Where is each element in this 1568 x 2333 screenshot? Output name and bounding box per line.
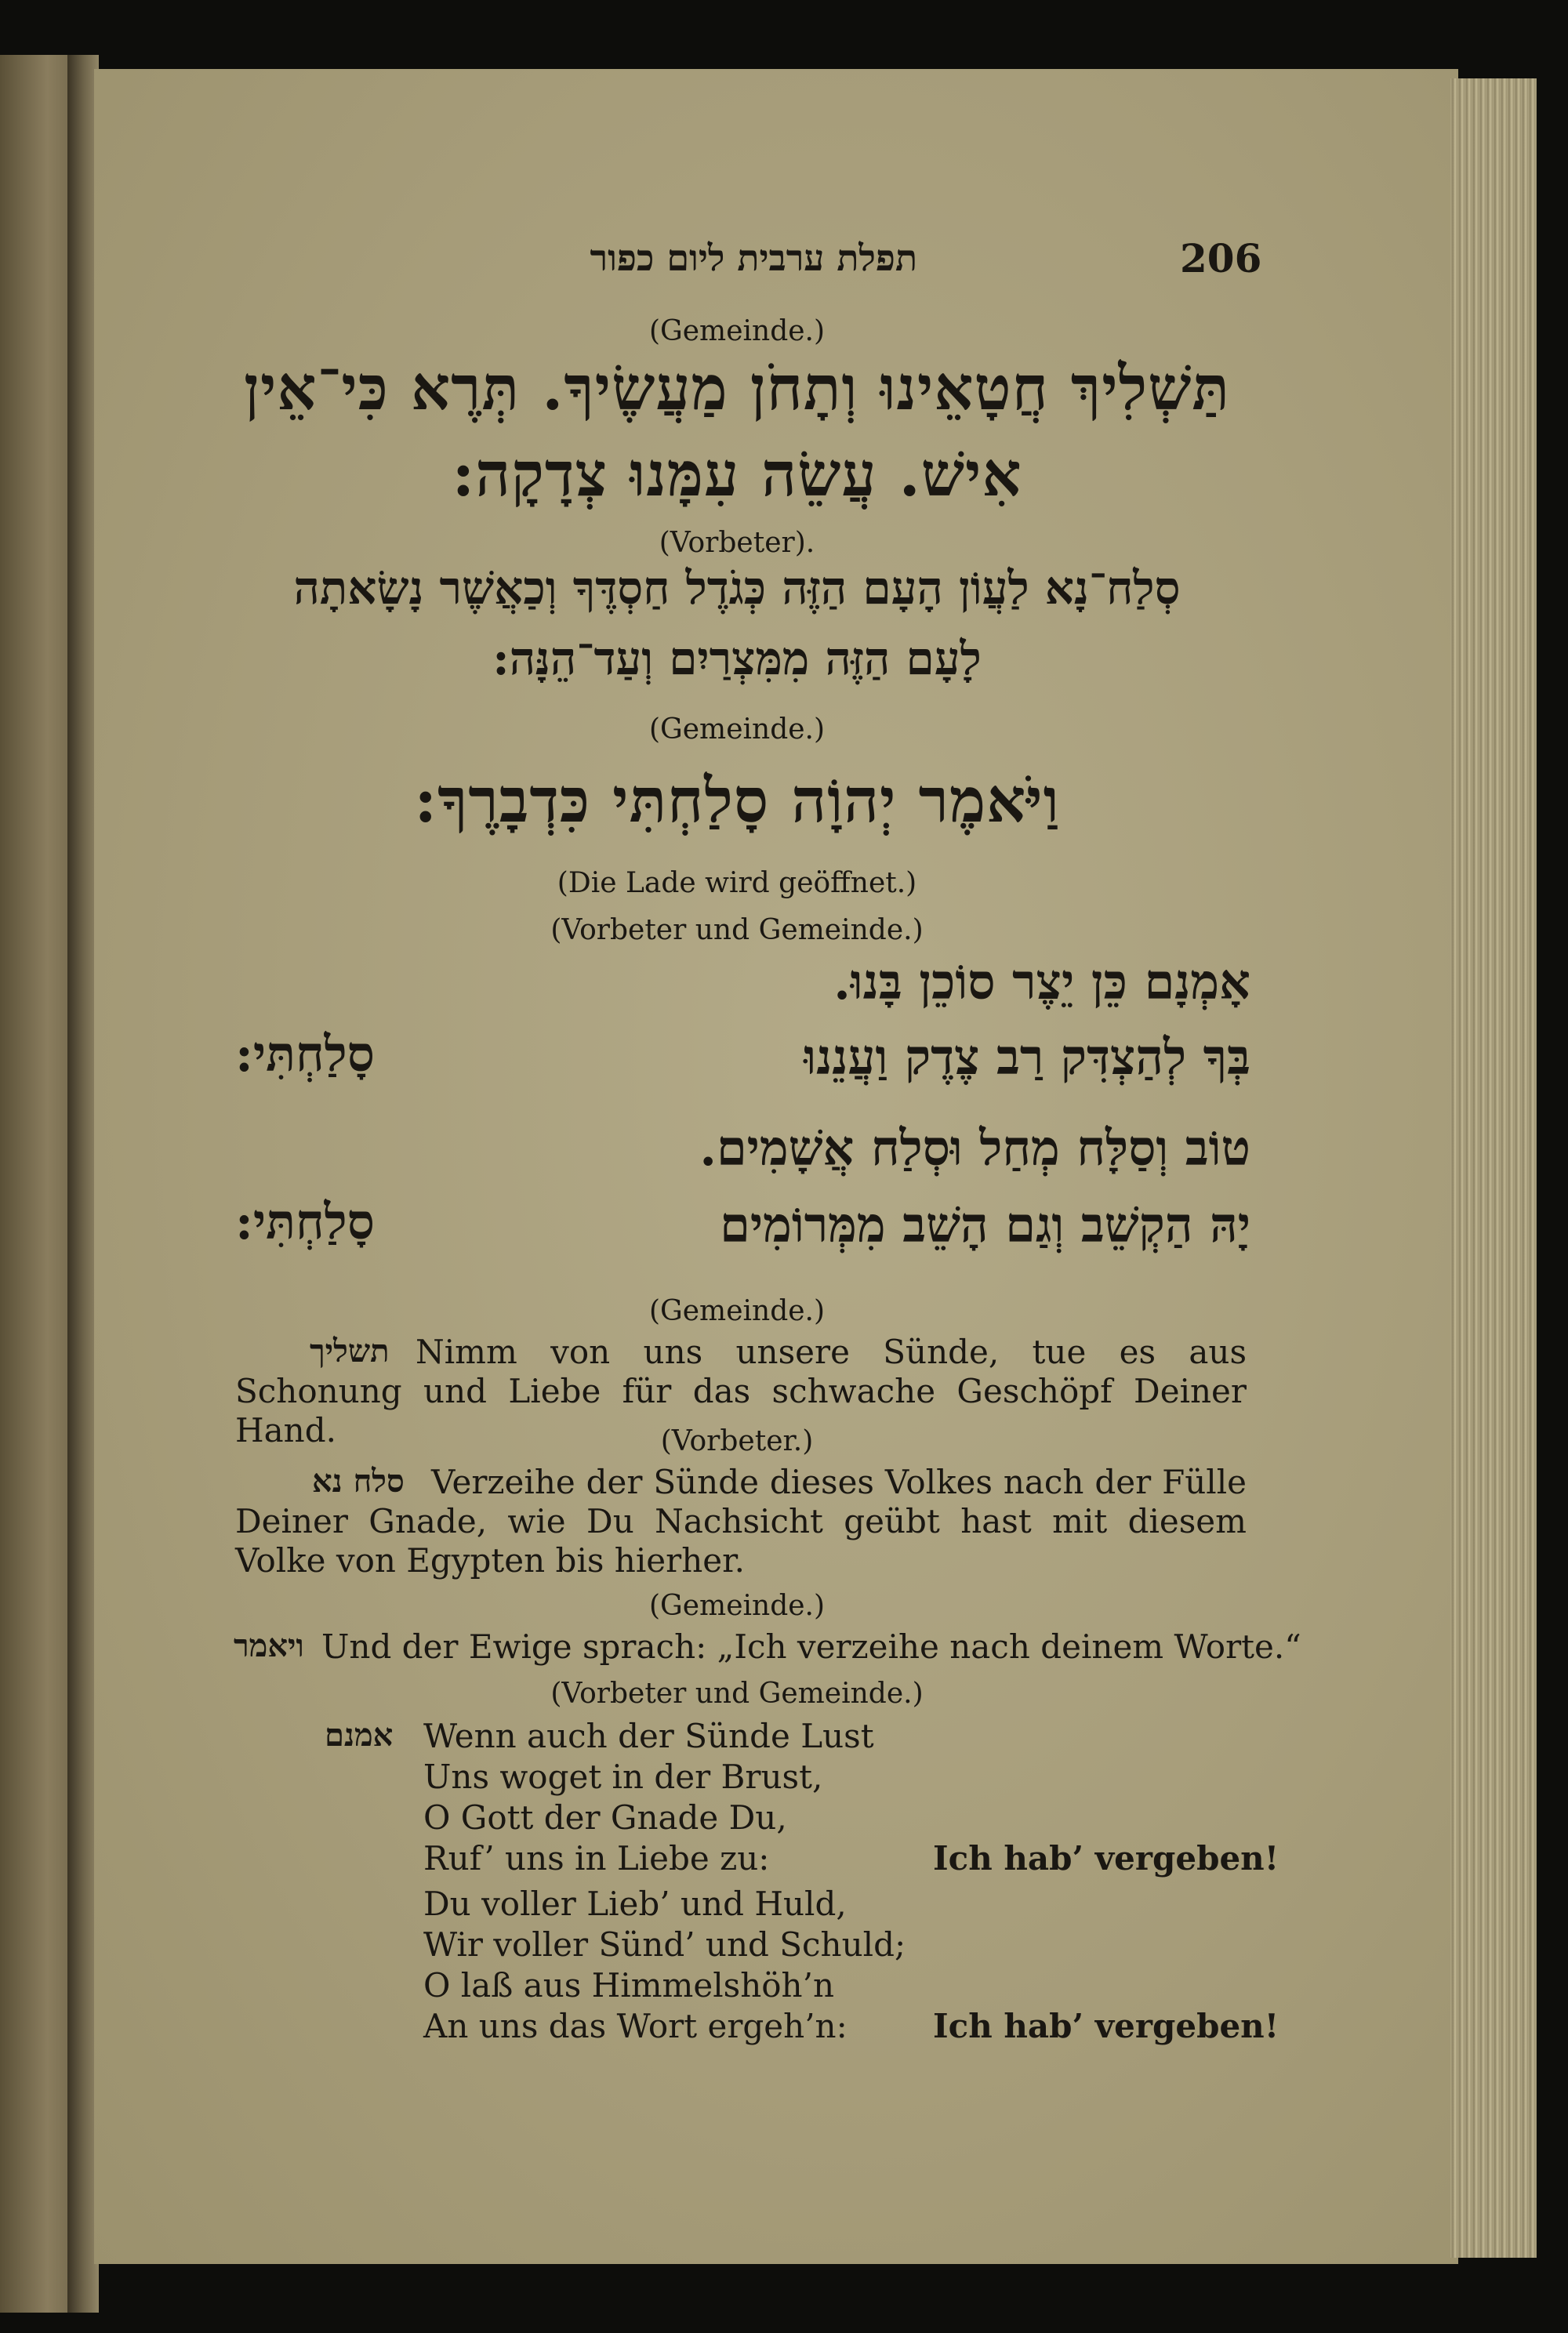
label-gemeinde: (Gemeinde.) (648, 1295, 826, 1327)
omnam-line-3: טוֹב וְסַלָּח מְחַל וּסְלַח אֲשָׁמִים. (699, 1119, 1250, 1177)
page-stack-edge (1450, 78, 1537, 2258)
translation-vayomer: Und der Ewige sprach: „Ich verzeihe nach deinem Worte.“ (321, 1627, 1301, 1666)
page-number: 206 (1180, 235, 1262, 281)
label-vorbeter-und-gemeinde: (Vorbeter und Gemeinde.) (550, 914, 924, 946)
hebrew-tag-tashlich: תשליך (310, 1333, 390, 1370)
hebrew-tag-vayomer: ויאמר (234, 1627, 304, 1664)
poem-line: Wir voller Sünd’ und Schuld; (423, 1925, 906, 1964)
label-gemeinde: (Gemeinde.) (648, 315, 826, 347)
translation-selach: Verzeihe der Sünde dieses Volkes nach der Fülle Deiner Gnade, wie Du Nachsicht geübt hast mit diesem Volke von Egypten bis hierher. (235, 1463, 1247, 1580)
running-title: תפלת ערבית ליום כפור (590, 237, 917, 279)
poem-line: An uns das Wort ergeh’n: (423, 2007, 848, 2045)
omnam-line-2: בְּךָ לְהַצְדִּק רַב צֶדֶק וַעֲנֵנוּ (804, 1029, 1250, 1086)
hebrew-tag-selach-na: סלח נא (312, 1463, 405, 1500)
omnam-line-4: יָהּ הַקְשֵׁב וְגַם הָשֵׁב מִמְּרוֹמִים (720, 1196, 1250, 1254)
poem-line: O laß aus Himmelshöh’n (423, 1966, 834, 2005)
label-gemeinde: (Gemeinde.) (648, 1590, 826, 1622)
poem-line: Wenn auch der Sünde Lust (423, 1717, 874, 1755)
label-vorbeter: (Vorbeter). (659, 527, 815, 559)
salachti-refrain-1: סָלַחְתִּי: (235, 1025, 375, 1083)
poem-line: Ruf’ uns in Liebe zu: (423, 1839, 770, 1878)
selach-line-2: לָעָם הַזֶּה מִמִּצְרַיִם וְעַד־הֵנָּה: (492, 632, 982, 685)
label-lade-geoeffnet: (Die Lade wird geöffnet.) (557, 867, 917, 899)
salachti-refrain-2: סָלַחְתִּי: (235, 1193, 375, 1250)
tashlich-line-2: אִישׁ. עֲשֵׂה עִמָּנוּ צְדָקָה: (452, 439, 1022, 510)
label-vorbeter-und-gemeinde: (Vorbeter und Gemeinde.) (550, 1678, 924, 1710)
poem-refrain-2: Ich hab’ vergeben! (933, 2007, 1279, 2045)
omnam-line-1: אָמְנָם כֵּן יֵצֶר סוֹכֵן בָּנוּ. (833, 953, 1250, 1010)
hebrew-tag-omnam: אמנם (325, 1717, 394, 1754)
label-vorbeter: (Vorbeter.) (660, 1425, 814, 1457)
selach-line-1: סְלַח־נָא לַעֲוֹן הָעָם הַזֶּה כְּגֹדֶל חַסְדֶּךָ וְכַאֲשֶׁר נָשָׂאתָה (293, 561, 1181, 615)
poem-line: O Gott der Gnade Du, (423, 1798, 787, 1837)
vayomer-line: וַיֹּאמֶר יְהוָֹה סָלַחְתִּי כִּדְבָרֶךָ: (414, 765, 1060, 836)
poem-refrain-1: Ich hab’ vergeben! (933, 1839, 1279, 1878)
poem-line: Du voller Lieb’ und Huld, (423, 1885, 847, 1923)
translation-tashlich: Nimm von uns unsere Sünde, tue es aus Schonung und Liebe für das schwache Geschöpf Deiner Hand. (235, 1333, 1247, 1450)
tashlich-line-1: תַּשְׁלִיךְ חֲטָאֵינוּ וְתָחֹן מַעֲשֶׂיךָ. תְּרֶא כִּי־אֵין (244, 353, 1230, 424)
label-gemeinde: (Gemeinde.) (648, 713, 826, 746)
poem-line: Uns woget in der Brust, (423, 1758, 823, 1796)
